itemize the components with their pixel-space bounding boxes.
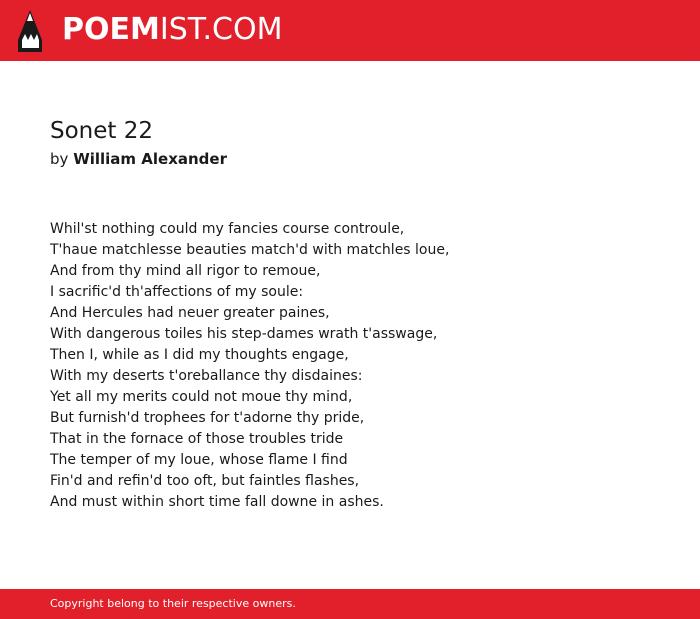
pencil-tip-icon[interactable] [18,10,42,52]
poem-line: Then I, while as I did my thoughts engage, [50,347,349,363]
poem-line: And from thy mind all rigor to remoue, [50,263,321,279]
site-header [0,0,700,61]
copyright-text: Copyright belong to their respective owners. [50,597,296,610]
poem-line: Yet all my merits could not moue thy mind, [50,389,353,405]
poem-line: The temper of my loue, whose flame I find [50,452,348,468]
poem-line: And Hercules had neuer greater paines, [50,305,330,321]
logo-bold-text: POEM [62,12,160,47]
poem-line: T'haue matchlesse beauties match'd with matchles loue, [50,242,450,258]
byline [50,149,227,169]
site-logo[interactable] [62,12,282,48]
poem-line: And must within short time fall downe in ashes. [50,494,384,510]
by-label: by [50,150,69,168]
logo-light-text: IST.COM [159,12,283,47]
author-name: William Alexander [73,150,227,168]
poem-line: I sacrific'd th'affections of my soule: [50,284,304,300]
poem-line: With my deserts t'oreballance thy disdaines: [50,368,363,384]
poem-line: But furnish'd trophees for t'adorne thy pride, [50,410,365,426]
poem-title: Sonet 22 [50,118,153,144]
site-footer [0,589,700,619]
poem-body [50,219,449,513]
poem-line: With dangerous toiles his step-dames wrath t'asswage, [50,326,438,342]
poem-line: That in the fornace of those troubles tride [50,431,344,447]
poem-line: Whil'st nothing could my fancies course controule, [50,221,405,237]
poem-line: Fin'd and refin'd too oft, but faintles flashes, [50,473,360,489]
